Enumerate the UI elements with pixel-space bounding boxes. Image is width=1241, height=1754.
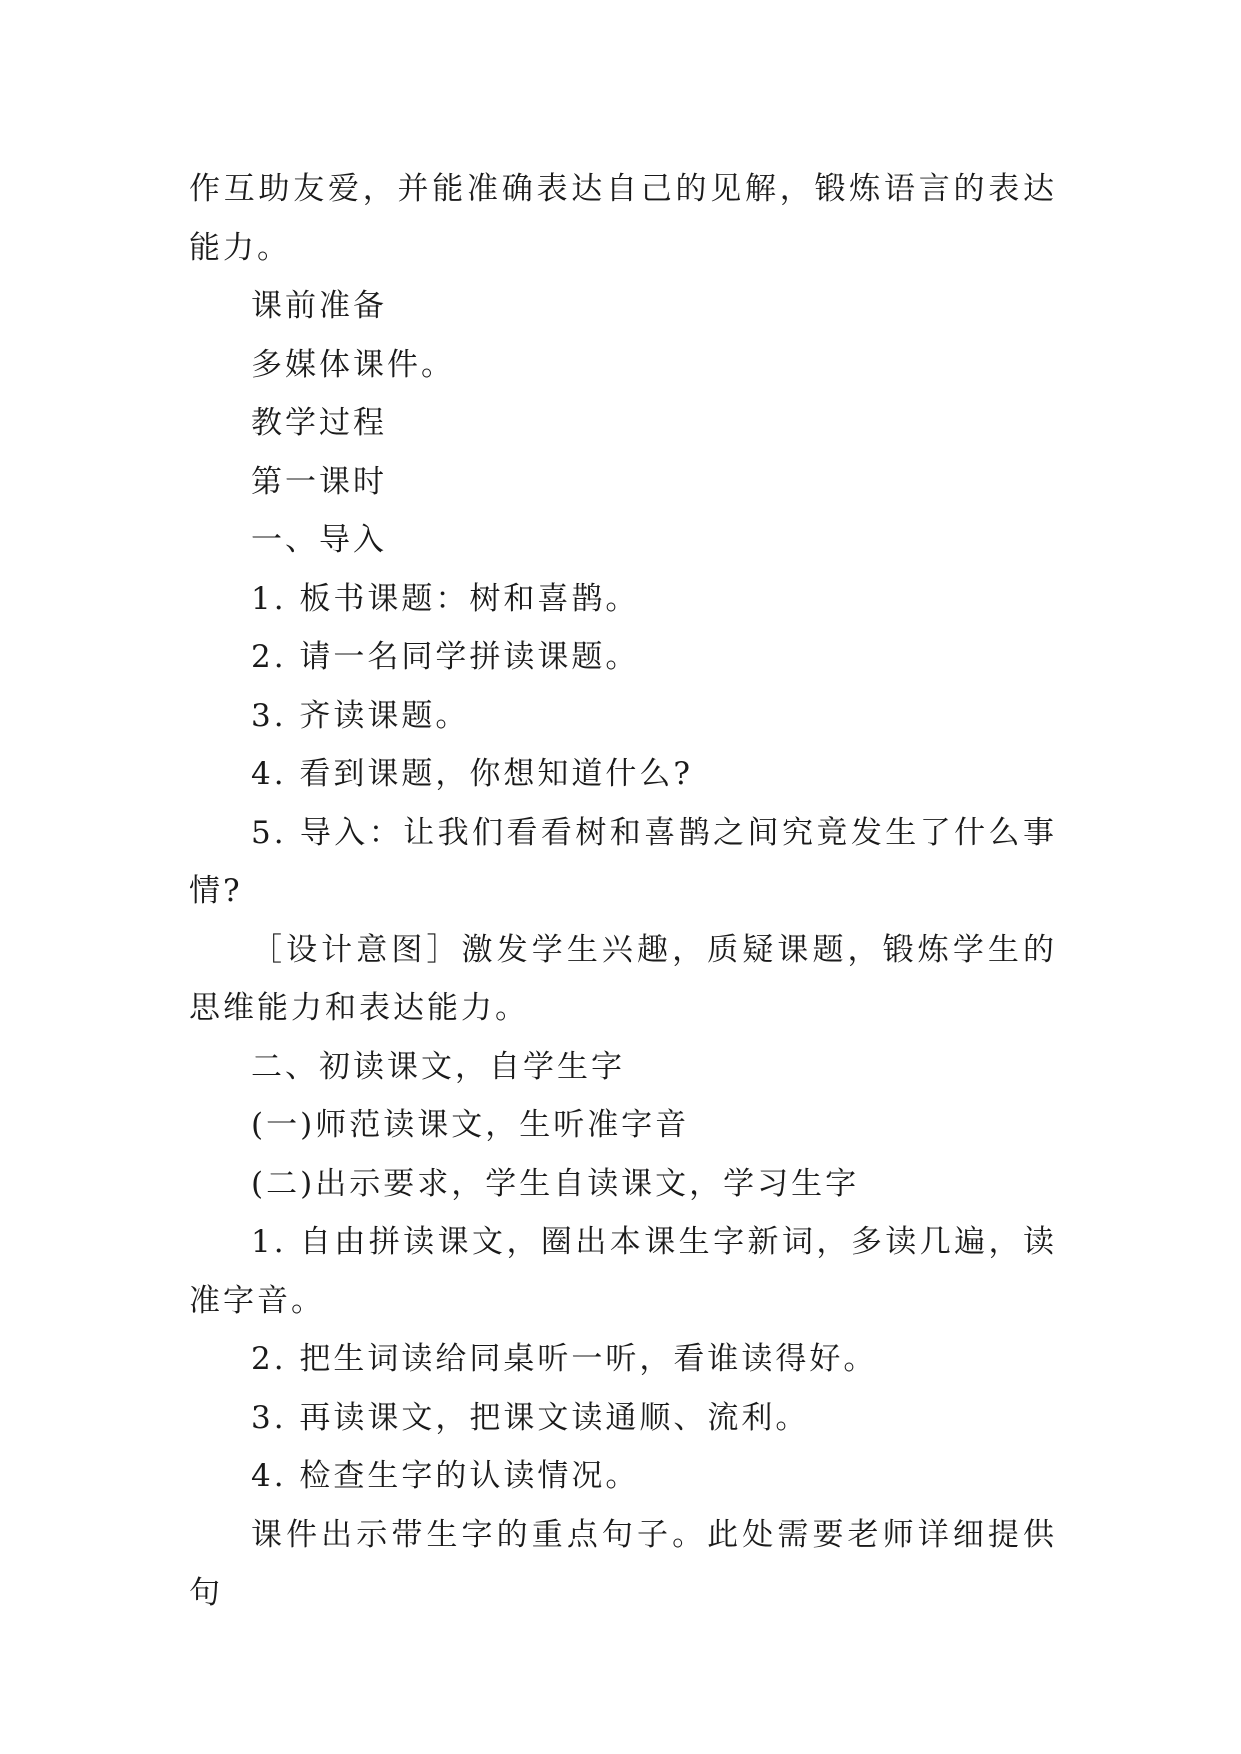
list-item: 1. 自由拼读课文，圈出本课生字新词，多读几遍，读准字音。 — [189, 1224, 1057, 1319]
design-intent-note: ［设计意图］激发学生兴趣，质疑课题，锻炼学生的思维能力和表达能力。 — [189, 931, 1057, 1026]
paragraph-materials: 多媒体课件。 — [251, 346, 455, 383]
heading-process: 教学过程 — [251, 405, 387, 441]
document-body — [189, 160, 1057, 1623]
list-item: 1. 板书课题：树和喜鹊。 — [251, 580, 640, 617]
heading-first-reading: 二、初读课文，自学生字 — [251, 1048, 625, 1085]
list-item: 2. 把生词读给同桌听一听，看谁读得好。 — [251, 1341, 878, 1377]
list-item: 3. 齐读课题。 — [251, 697, 470, 734]
paragraph-continuation: 作互助友爱，并能准确表达自己的见解，锻炼语言的表达能力。 — [189, 171, 1057, 266]
list-item: 4. 看到课题，你想知道什么? — [251, 756, 694, 792]
heading-preparation: 课前准备 — [251, 288, 387, 324]
list-item: 5. 导入：让我们看看树和喜鹊之间究竟发生了什么事情? — [189, 814, 1057, 909]
heading-introduction: 一、导入 — [251, 522, 387, 558]
subheading: (二)出示要求，学生自读课文，学习生字 — [251, 1165, 860, 1202]
paragraph-courseware: 课件出示带生字的重点句子。此处需要老师详细提供句 — [189, 1516, 1057, 1611]
list-item: 2. 请一名同学拼读课题。 — [251, 639, 640, 675]
list-item: 3. 再读课文，把课文读通顺、流利。 — [251, 1399, 810, 1436]
heading-first-lesson: 第一课时 — [251, 463, 387, 500]
subheading: (一)师范读课文，生听准字音 — [251, 1107, 690, 1143]
list-item: 4. 检查生字的认读情况。 — [251, 1458, 640, 1494]
